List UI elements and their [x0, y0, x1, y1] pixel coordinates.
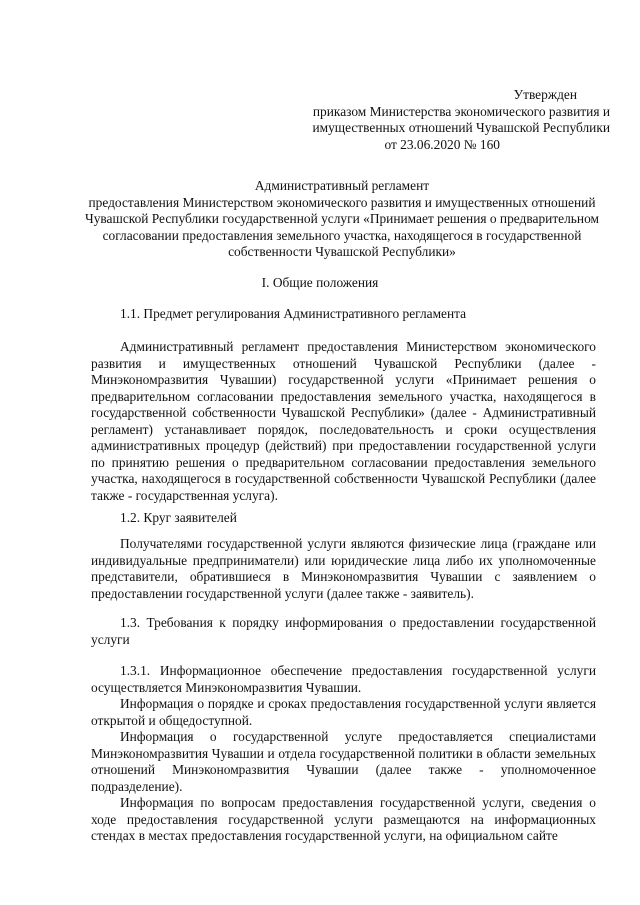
subsection-heading: 1.2. Круг заявителей	[120, 510, 237, 525]
title-heading: Административный регламент	[254, 178, 430, 193]
approval-line: имущественных отношений Чувашской Республики	[312, 120, 610, 135]
approval-block	[300, 87, 610, 153]
paragraph: Информация по вопросам предоставления государственной услуги, сведения о ходе предоставления государственной услуги размещаются на информационных стендах в местах предоставления государственной услуги, на официальном сайте	[91, 795, 596, 843]
approval-line: Утвержден	[513, 87, 577, 102]
section-title: I. Общие положения	[261, 275, 379, 290]
paragraph: Информация о порядке и сроках предоставления государственной услуги является открытой и общедоступной.	[91, 696, 596, 728]
subsection-heading: 1.1. Предмет регулирования Административного регламента	[120, 306, 467, 321]
paragraph: Получателями государственной услуги являются физические лица (граждане или индивидуальные предприниматели) или юридические лица либо их уполномоченные представители, обратившиеся в Минэкономразвития Чувашии с заявлением о предоставлении государственной услуги (далее также - заявитель).	[91, 536, 596, 601]
paragraph: Информация о государственной услуге предоставляется специалистами Минэкономразвития Чувашии и отдела государственной политики в области земельных отношений Минэкономразвития Чувашии (далее также - уполномоченное подразделение).	[91, 729, 596, 794]
paragraph: 1.3.1. Информационное обеспечение предоставления государственной услуги осуществляется Минэкономразвития Чувашии.	[91, 663, 596, 695]
title-body: предоставления Министерством экономического развития и имущественных отношений Чувашской Республики государственной услуги «Принимает решения о предварительном согласовании предоставления земельного участка, находящегося в государственной собственности Чувашской Республики»	[85, 194, 599, 259]
approval-line: от 23.06.2020 № 160	[384, 136, 500, 152]
approval-line: приказом Министерства экономического развития и	[312, 103, 610, 119]
subsection-heading: 1.3. Требования к порядку информирования о предоставлении государственной услуги	[91, 615, 596, 647]
info-block	[91, 663, 596, 845]
paragraph: Административный регламент предоставления Министерством экономического развития и имущественных отношений Чувашской Республики (далее - Минэкономразвития Чувашии) государственной услуги «Принимает решения о предварительном согласовании предоставления земельного участка, находящегося в государственной собственности Чувашской Республики» (далее - Административный регламент) устанавливает порядок, последовательность и сроки осуществления административных процедур (действий) при предоставлении государственной услуги по принятию решения о предварительном согласовании предоставления земельного участка, находящегося в государственной собственности Чувашской Республики (далее также - государственная услуга).	[91, 339, 596, 503]
document-title	[82, 178, 602, 261]
